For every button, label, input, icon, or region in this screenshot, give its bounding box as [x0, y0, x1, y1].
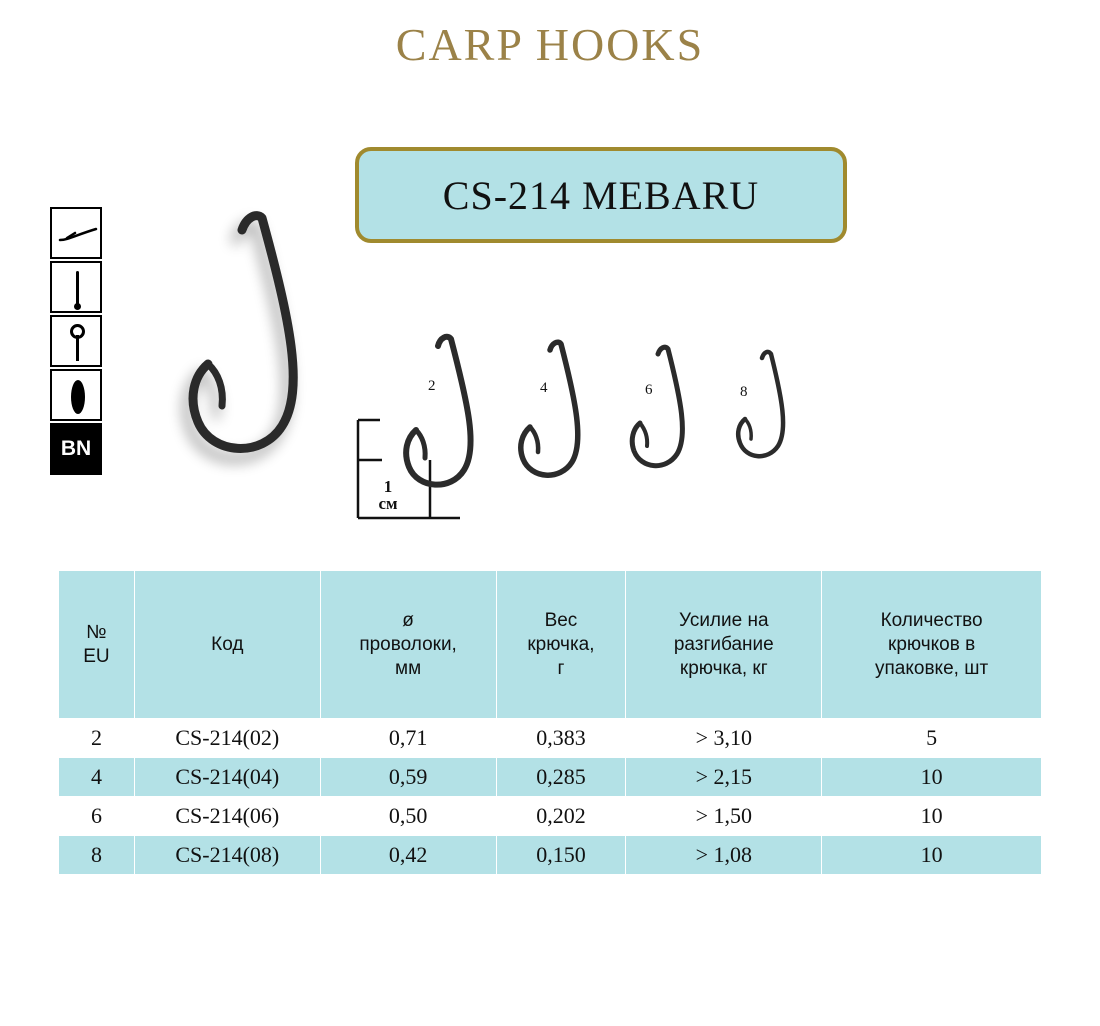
header-code: [134, 571, 320, 719]
header-wire-line1: ø: [402, 609, 414, 631]
header-number-eu-line2: EU: [83, 645, 110, 667]
header-wire-line2: проволоки,: [359, 633, 457, 655]
hook-size-label-8: 8: [740, 384, 748, 400]
header-force-line2: разгибание: [673, 633, 774, 655]
hook-size-label-4: 4: [540, 380, 548, 396]
header-wire-diameter: [320, 571, 496, 719]
cell-number-eu: 4: [59, 758, 135, 797]
feature-icon-stack: [50, 207, 102, 477]
header-force-line3: крючка, кг: [679, 657, 768, 679]
header-number-eu-line1: №: [86, 621, 107, 643]
header-bend-force: [626, 571, 822, 719]
cell-bend-force: > 2,15: [626, 758, 822, 797]
header-qty-line2: крючков в: [888, 633, 976, 655]
ring-eye-stem: [76, 335, 79, 361]
header-force-line1: Усилие на: [679, 609, 769, 631]
cell-hook-weight: 0,383: [496, 719, 626, 758]
scale-unit: см: [378, 494, 398, 513]
cell-wire-diameter: 0,59: [320, 758, 496, 797]
cell-number-eu: 6: [59, 797, 135, 836]
header-qty-line3: упаковке, шт: [875, 657, 989, 679]
coating-bn-label: BN: [60, 437, 92, 460]
header-weight-line3: г: [557, 657, 565, 679]
table-row: [59, 836, 1042, 875]
cell-number-eu: 2: [59, 719, 135, 758]
hook-size-6: [632, 347, 682, 466]
barbed-point-glyph: [58, 227, 98, 243]
flat-eye-icon: [50, 369, 102, 421]
hook-size-8: [738, 352, 783, 456]
hook-size-4: [521, 342, 578, 475]
cell-bend-force: > 1,50: [626, 797, 822, 836]
table-row: [59, 719, 1042, 758]
barbed-point-icon: [50, 207, 102, 259]
cell-number-eu: 8: [59, 836, 135, 875]
scale-value: 1: [383, 477, 393, 496]
cell-pack-quantity: 10: [822, 836, 1042, 875]
ring-eye-icon: [50, 315, 102, 367]
header-weight-line1: Вес: [544, 609, 578, 631]
cell-code: CS-214(04): [134, 758, 320, 797]
hook-size-2: [406, 337, 470, 485]
hook-main-large: [193, 216, 293, 449]
cell-code: CS-214(02): [134, 719, 320, 758]
cell-code: CS-214(08): [134, 836, 320, 875]
cell-hook-weight: 0,150: [496, 836, 626, 875]
cell-code: CS-214(06): [134, 797, 320, 836]
header-number-eu: [59, 571, 135, 719]
header-hook-weight: [496, 571, 626, 719]
header-code-line1: Код: [211, 633, 244, 655]
straight-shank-icon: [50, 261, 102, 313]
cell-hook-weight: 0,202: [496, 797, 626, 836]
hook-size-label-6: 6: [645, 382, 653, 398]
cell-pack-quantity: 10: [822, 797, 1042, 836]
specifications-table: [58, 570, 1042, 875]
coating-bn-icon: [50, 423, 102, 475]
hook-size-label-2: 2: [428, 378, 436, 394]
table-header-row: [59, 571, 1042, 719]
cell-wire-diameter: 0,71: [320, 719, 496, 758]
cell-hook-weight: 0,285: [496, 758, 626, 797]
header-pack-quantity: [822, 571, 1042, 719]
model-name: CS-214 MEBARU: [442, 172, 760, 218]
table-row: [59, 758, 1042, 797]
cell-wire-diameter: 0,42: [320, 836, 496, 875]
cell-pack-quantity: 5: [822, 719, 1042, 758]
flat-eye-glyph: [71, 380, 85, 414]
table-row: [59, 797, 1042, 836]
hook-illustrations: [150, 170, 970, 560]
straight-shank-glyph: [76, 271, 79, 307]
header-qty-line1: Количество: [880, 609, 983, 631]
header-weight-line2: крючка,: [527, 633, 595, 655]
cell-bend-force: > 1,08: [626, 836, 822, 875]
cell-pack-quantity: 10: [822, 758, 1042, 797]
page-title: CARP HOOKS: [395, 19, 705, 70]
scale-label: [371, 478, 405, 512]
header-wire-line3: мм: [395, 657, 422, 679]
cell-bend-force: > 3,10: [626, 719, 822, 758]
cell-wire-diameter: 0,50: [320, 797, 496, 836]
